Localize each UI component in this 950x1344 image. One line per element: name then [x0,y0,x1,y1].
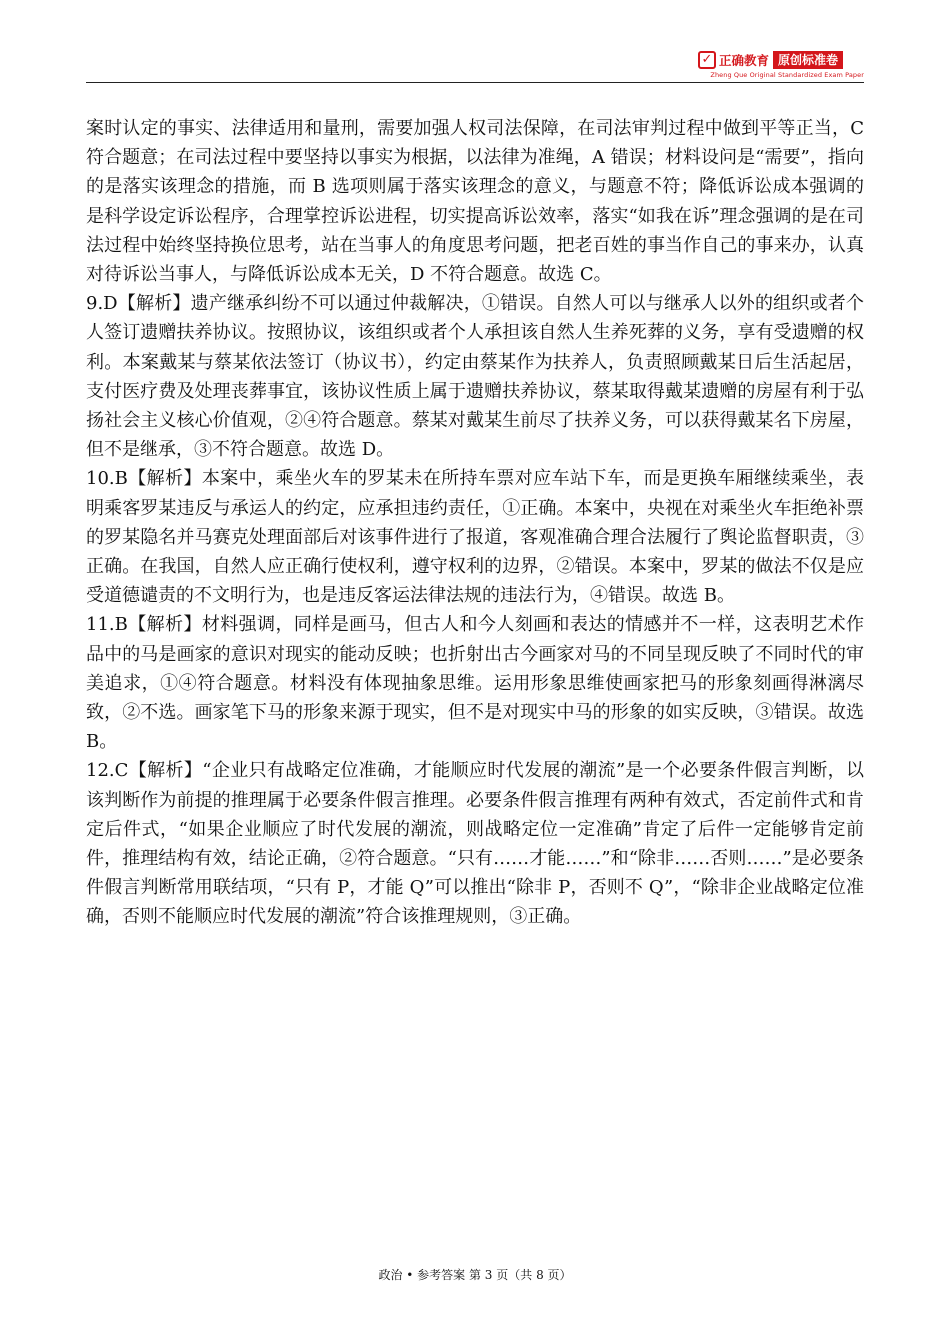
answer-content [86,114,864,932]
check-mark-icon: ✓ [698,51,716,69]
header-divider [86,82,864,83]
page-footer: 政治 • 参考答案 第 3 页（共 8 页） [378,1268,572,1282]
brand-logo [698,50,864,80]
logo-brand: 正确教育 [719,53,770,68]
answer-paragraph-11: 11.B【解析】材料强调，同样是画马，但古人和今人刻画和表达的情感并不一样，这表明艺术作品中的马是画家的意识对现实的能动反映；也折射出古今画家对马的不同呈现反映了不同时代的审美追求，①④符合题意。材料没有体现抽象思维。运用形象思维使画家把马的形象刻画得淋漓尽致，②不选。画家笔下马的形象来源于现实，但不是对现实中马的形象的如实反映，③错误。故选 B。 [86,614,864,753]
answer-paragraph-12: 12.C【解析】“企业只有战略定位准确，才能顺应时代发展的潮流”是一个必要条件假言判断，以该判断作为前提的推理属于必要条件假言推理。必要条件假言推理有两种有效式，否定前件式和肯定后件式，“如果企业顺应了时代发展的潮流，则战略定位一定准确”肯定了后件一定能够肯定前件，推理结构有效，结论正确，②符合题意。“只有……才能……”和“除非……否则……”是必要条件假言判断常用联结项，“只有 P，才能 Q”可以推出“除非 P，否则不 Q”，“除非企业战略定位准确，否则不能顺应时代发展的潮流”符合该推理规则，③正确。 [86,760,864,928]
logo-row [698,50,864,70]
logo-tagline-en: Zheng Que Original Standardized Exam Paper [710,71,864,79]
logo-tagline: 原创标准卷 [773,51,843,69]
answer-paragraph-9: 9.D【解析】遗产继承纠纷不可以通过仲裁解决，①错误。自然人可以与继承人以外的组织或者个人签订遗赠扶养协议。按照协议，该组织或者个人承担该自然人生养死葬的义务，享有受遗赠的权利。本案戴某与蔡某依法签订（协议书），约定由蔡某作为扶养人，负责照顾戴某日后生活起居，支付医疗费及处理丧葬事宜，该协议性质上属于遗赠扶养协议，蔡某取得戴某遗赠的房屋有利于弘扬社会主义核心价值观，②④符合题意。蔡某对戴某生前尽了扶养义务，可以获得戴某名下房屋，但不是继承，③不符合题意。故选 D。 [86,293,864,461]
answer-paragraph-10: 10.B【解析】本案中，乘坐火车的罗某未在所持车票对应车站下车，而是更换车厢继续乘坐，表明乘客罗某违反与承运人的约定，应承担违约责任，①正确。本案中，央视在对乘坐火车拒绝补票的罗某隐名并马赛克处理面部后对该事件进行了报道，客观准确合理合法履行了舆论监督职责，③正确。在我国，自然人应正确行使权利，遵守权利的边界，②错误。本案中，罗某的做法不仅是应受道德谴责的不文明行为，也是违反客运法律法规的违法行为，④错误。故选 B。 [86,468,864,607]
answer-paragraph-8-continued: 案时认定的事实、法律适用和量刑，需要加强人权司法保障，在司法审判过程中做到平等正当，C 符合题意；在司法过程中要坚持以事实为根据，以法律为准绳，A 错误；材料设问是“需要”，指向的是落实该理念的措施，而 B 选项则属于落实该理念的意义，与题意不符；降低诉讼成本强调的是科学设定诉讼程序，合理掌控诉讼进程，切实提高诉讼效率，落实“如我在诉”理念强调的是在司法过程中始终坚持换位思考，站在当事人的角度思考问题，把老百姓的事当作自己的事来办，认真对待诉讼当事人，与降低诉讼成本无关，D 不符合题意。故选 C。 [86,118,864,286]
